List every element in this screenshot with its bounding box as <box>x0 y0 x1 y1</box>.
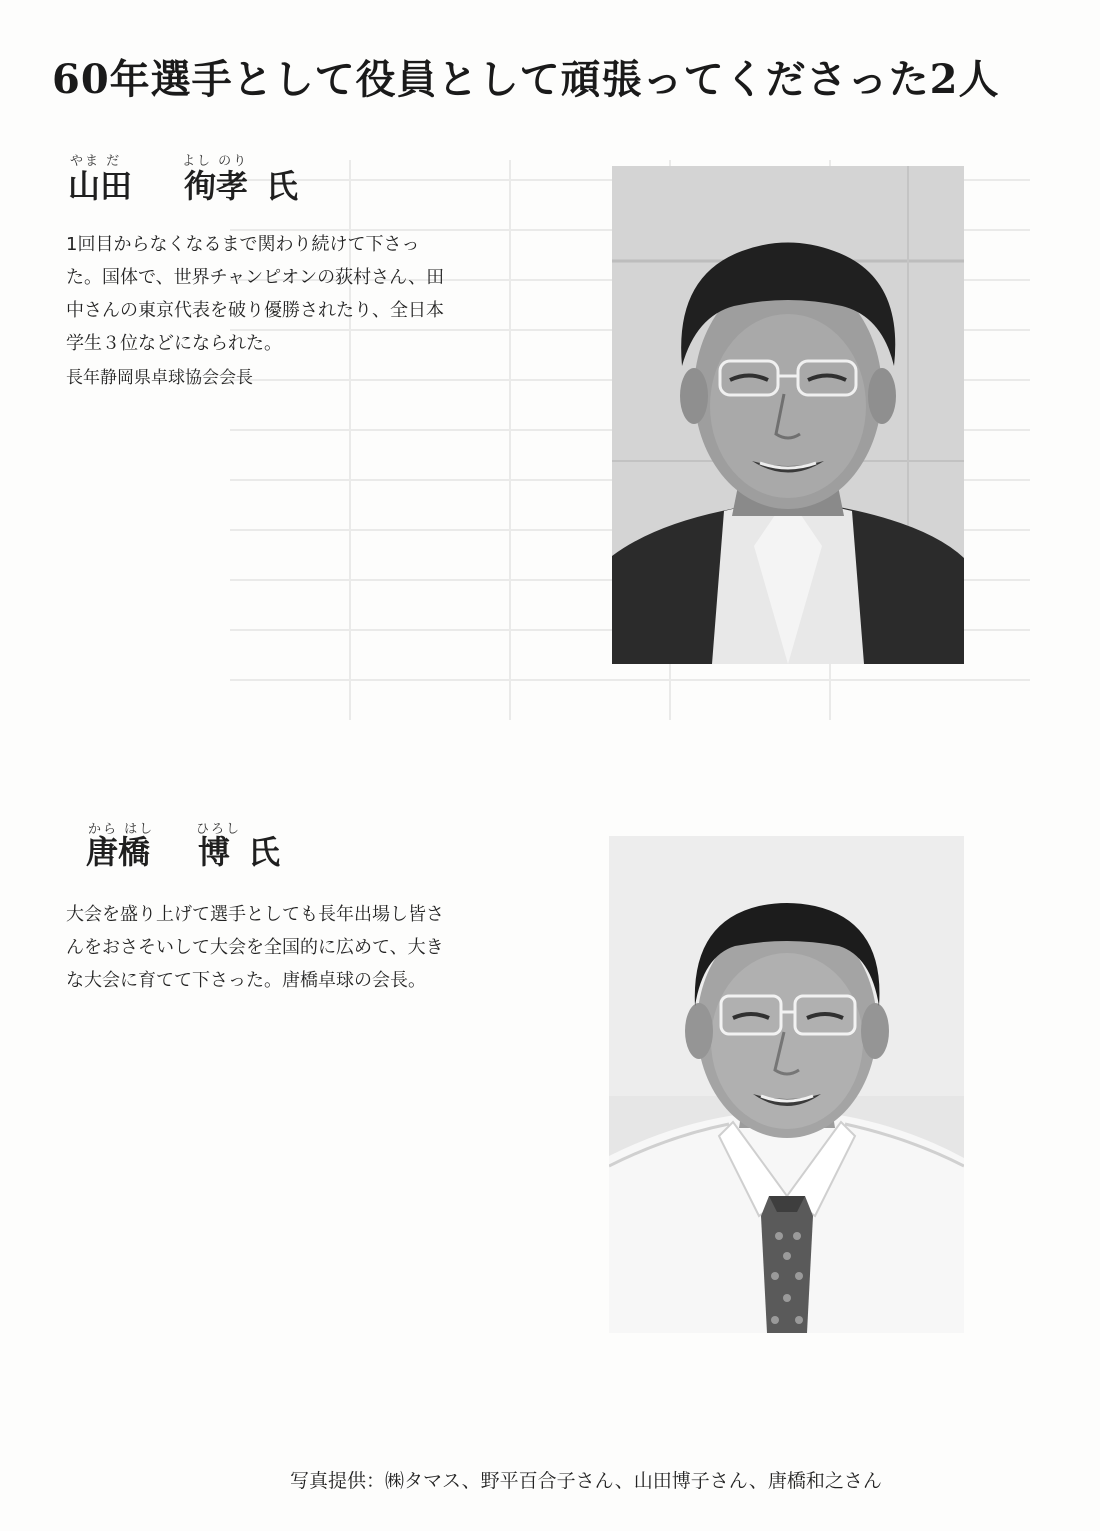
given-name-reading: ひろし <box>196 822 242 837</box>
surname-reading: から はし <box>88 822 155 837</box>
person-surname: 唐橋 <box>86 833 151 871</box>
person-photo <box>609 836 964 1333</box>
description-line: 学生３位などになられた。 <box>66 333 282 354</box>
person-photo <box>612 166 964 664</box>
description-line: 大会を盛り上げて選手としても長年出場し皆さ <box>66 904 444 925</box>
person-position: 長年静岡県卓球協会会長 <box>66 368 253 388</box>
description-line: な大会に育てて下さった。唐橋卓球の会長。 <box>66 970 426 991</box>
description-line: 中さんの東京代表を破り優勝されたり、全日本 <box>66 300 444 321</box>
person-given-name: 徇孝 <box>184 167 249 205</box>
person-given-name: 博 <box>198 833 231 871</box>
person-honorific: 氏 <box>266 167 299 205</box>
description-line: 1回目からなくなるまで関わり続けて下さっ <box>66 234 420 255</box>
description-line: た。国体で、世界チャンピオンの荻村さん、田 <box>66 267 445 288</box>
person-description <box>66 228 546 360</box>
person-surname: 山田 <box>68 167 133 205</box>
page-title: 60年選手として役員として頑張ってくださった2人 <box>52 56 1000 103</box>
person-honorific: 氏 <box>248 833 281 871</box>
portrait-illustration <box>609 836 964 1333</box>
surname-reading: やま だ <box>70 154 122 169</box>
portrait-illustration <box>612 166 964 664</box>
given-name-reading: よし のり <box>182 154 249 169</box>
person-description <box>66 898 546 997</box>
description-line: んをおさそいして大会を全国的に広めて、大き <box>66 937 444 958</box>
photo-credit: 写真提供：㈱タマス、野平百合子さん、山田博子さん、唐橋和之さん <box>290 1470 882 1492</box>
